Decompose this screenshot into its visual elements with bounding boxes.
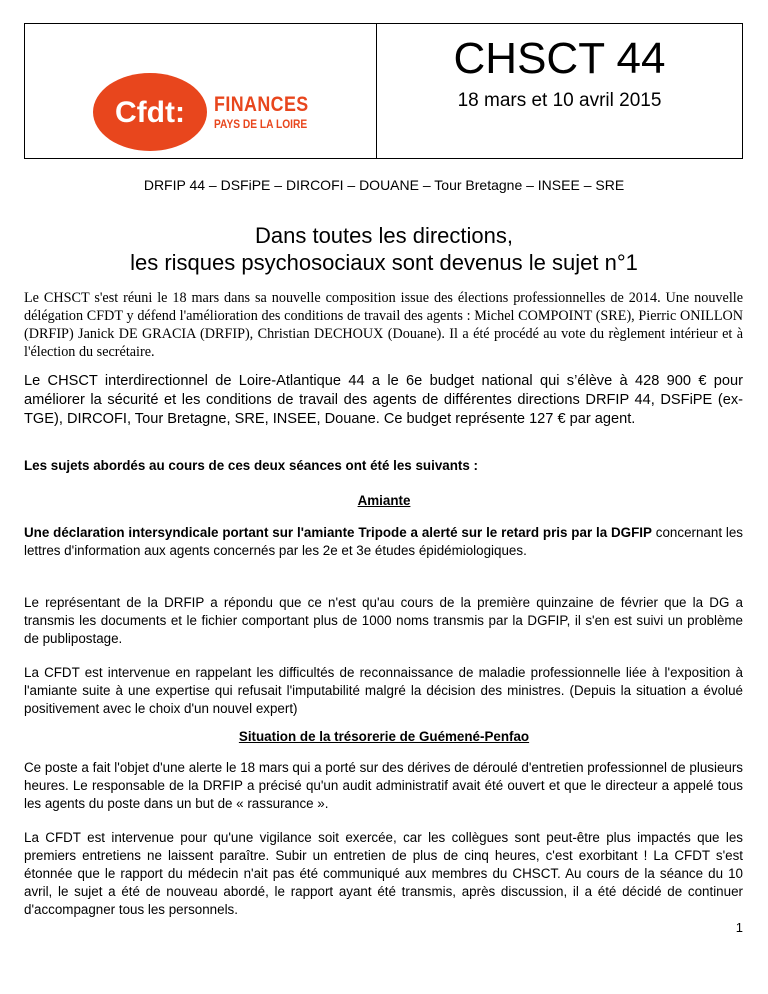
intro-paragraph: Le CHSCT s'est réuni le 18 mars dans sa nouvelle composition issue des élections professionnelles de 2014. Une nouvelle délégation CFDT y défend l'amélioration des conditions de travail des agents : Michel COMPOINT (SRE), Pierric ONILLON (DRFIP) Janick DE GRACIA (DRFIP), Christian DECHOUX (Douane). Il a été procédé au vote du règlement intérieur et à l'élection du secrétaire. — [24, 290, 743, 360]
cfdt-logo-icon — [92, 72, 208, 152]
amiante-paragraph-3: La CFDT est intervenue en rappelant les difficultés de reconnaissance de maladie professionnelle liée à l'exposition à l'amiante suite à une expertise qui refusait l'imputabilité malgré la décision des ministres. (Depuis la situation a évolué positivement avec le choix d'un nouvel expert) — [24, 665, 743, 716]
guemene-paragraph-1: Ce poste a fait l'objet d'une alerte le 18 mars qui a porté sur des dérives de déroulé d'entretien professionnel de plusieurs heures. Le responsable de la DRFIP a précisé qu'un audit administratif avait été ouvert et que le directeur a appelé tous les agents du poste dans un but de « rassurance ». — [24, 760, 743, 811]
title-cell — [377, 24, 742, 158]
amiante-declaration-rest: concernant les lettres d'information aux agents concernés par les 2e et 3e études épidémiologiques. — [24, 525, 744, 558]
meeting-dates: 18 mars et 10 avril 2015 — [457, 90, 662, 111]
guemene-paragraph-2: La CFDT est intervenue pour qu'une vigilance soit exercée, car les collègues sont peut-être plus impactés que les premiers entretiens ne laissent paraître. Subir un entretien de plus de cinq heures, c'est exorbitant ! La CFDT s'est étonnée que le rapport du médecin n'ait pas été communiqué aux membres du CHSCT. Au cours de la séance du 10 avril, le sujet a été de nouveau abordé, le rapport ayant été transmis, après discussion, il a été décidé de continuer d'accompagner tous les personnels. — [24, 830, 743, 917]
directions-line: DRFIP 44 – DSFiPE – DIRCOFI – DOUANE – Tour Bretagne – INSEE – SRE — [143, 177, 625, 193]
amiante-declaration-bold: Une déclaration intersyndicale portant sur l'amiante Tripode a alerté sur le retard pris par la DGFIP — [24, 525, 652, 540]
logo-line1: FINANCES — [214, 93, 309, 116]
budget-paragraph: Le CHSCT interdirectionnel de Loire-Atlantique 44 a le 6e budget national qui s’élève à 428 900 € pour améliorer la sécurité et les conditions de travail des agents de différentes directions DRFIP 44, DSFiPE (ex-TGE), DIRCOFI, Tour Bretagne, SRE, INSEE, Douane. Ce budget représente 127 € par agent. — [24, 373, 743, 427]
header-box — [24, 23, 743, 159]
cfdt-finances-logo — [92, 72, 325, 152]
section-title-guemene: Situation de la trésorerie de Guémené-Penfao — [238, 729, 530, 744]
amiante-paragraph-1 — [24, 524, 743, 560]
headline-line1: Dans toutes les directions, — [254, 223, 514, 248]
headline — [0, 222, 768, 276]
headline-line2: les risques psychosociaux sont devenus le sujet n°1 — [130, 250, 638, 275]
subjects-intro: Les sujets abordés au cours de ces deux séances ont été les suivants : — [24, 458, 478, 473]
document-title: CHSCT 44 — [453, 34, 666, 83]
logo-brand: Cfdt: — [115, 96, 185, 129]
amiante-paragraph-2: Le représentant de la DRFIP a répondu que ce n'est qu'au cours de la première quinzaine de février que la DG a transmis les documents et le fichier comportant plus de 1000 noms transmis par la DGFIP, il s'en est suivi un problème de publipostage. — [24, 595, 743, 646]
logo-text — [214, 94, 325, 130]
page-number: 1 — [735, 920, 743, 935]
section-title-amiante: Amiante — [357, 493, 411, 508]
logo-cell — [25, 24, 377, 158]
logo-line2: PAYS DE LA LOIRE — [214, 117, 308, 131]
